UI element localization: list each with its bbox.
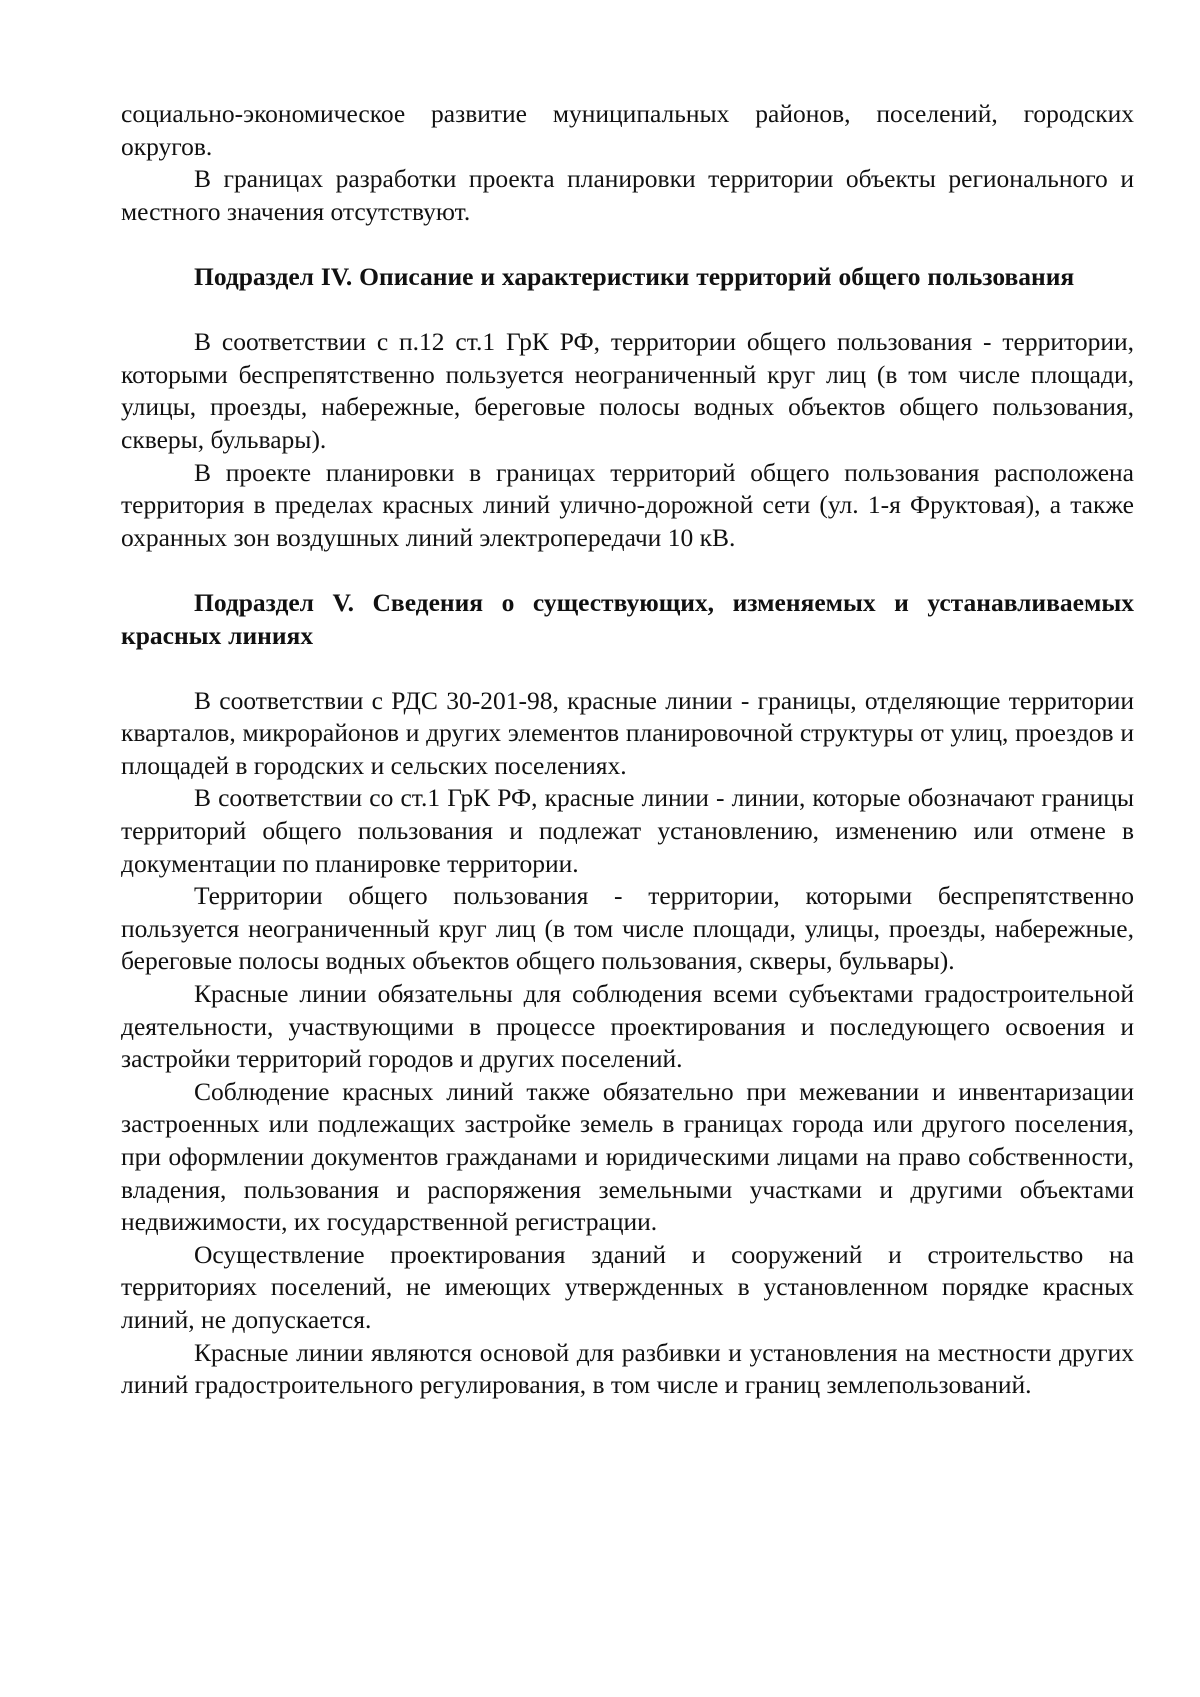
section-5-paragraph-6: Осуществление проектирования зданий и сооружений и строительство на территориях поселений, не имеющих утвержденных в установленном порядке красных линий, не допускается. xyxy=(121,1239,1134,1334)
spacer xyxy=(121,652,1134,685)
section-5-heading: Подраздел V. Сведения о существующих, изменяемых и устанавливаемых красных линиях xyxy=(121,587,1134,650)
spacer xyxy=(121,294,1134,327)
section-4-paragraph-1: В соответствии с п.12 ст.1 ГрК РФ, территории общего пользования - территории, которыми беспрепятственно пользуется неограниченный круг лиц (в том числе площади, улицы, проезды, набережные, береговые полосы водных объектов общего пользования, скверы, бульвары). xyxy=(121,327,1134,454)
section-5-paragraph-1: В соответствии с РДС 30-201-98, красные линии - границы, отделяющие территории кварталов, микрорайонов и других элементов планировочной структуры от улиц, проездов и площадей в городских и сельских поселениях. xyxy=(121,685,1134,780)
intro-paragraph-1: социально-экономическое развитие муниципальных районов, поселений, городских округов. xyxy=(121,99,1134,161)
section-5-paragraph-4: Красные линии обязательны для соблюдения всеми субъектами градостроительной деятельности, участвующими в процессе проектирования и последующего освоения и застройки территорий городов и других поселений. xyxy=(121,979,1134,1074)
section-4-paragraph-2: В проекте планировки в границах территорий общего пользования расположена территория в пределах красных линий улично-дорожной сети (ул. 1-я Фруктовая), а также охранных зон воздушных линий электропередачи 10 кВ. xyxy=(121,457,1134,552)
intro-paragraph-2: В границах разработки проекта планировки территории объекты регионального и местного значения отсутствуют. xyxy=(121,164,1134,226)
section-5-paragraph-5: Соблюдение красных линий также обязательно при межевании и инвентаризации застроенных или подлежащих застройке земель в границах города или другого поселения, при оформлении документов гражданами и юридическими лицами на право собственности, владения, пользования и распоряжения земельными участками и другими объектами недвижимости, их государственной регистрации. xyxy=(121,1076,1134,1237)
spacer xyxy=(121,554,1134,587)
section-5-paragraph-2: В соответствии со ст.1 ГрК РФ, красные линии - линии, которые обозначают границы территорий общего пользования и подлежат установлению, изменению или отмене в документации по планировке территории. xyxy=(121,783,1134,878)
section-4-heading: Подраздел IV. Описание и характеристики территорий общего пользования xyxy=(194,261,1075,291)
spacer xyxy=(121,228,1134,261)
document-page xyxy=(121,98,1134,1402)
section-5-paragraph-7: Красные линии являются основой для разбивки и установления на местности других линий градостроительного регулирования, в том числе и границ землепользований. xyxy=(121,1337,1134,1400)
section-5-paragraph-3: Территории общего пользования - территории, которыми беспрепятственно пользуется неограниченный круг лиц (в том числе площади, улицы, проезды, набережные, береговые полосы водных объектов общего пользования, скверы, бульвары). xyxy=(121,881,1134,976)
